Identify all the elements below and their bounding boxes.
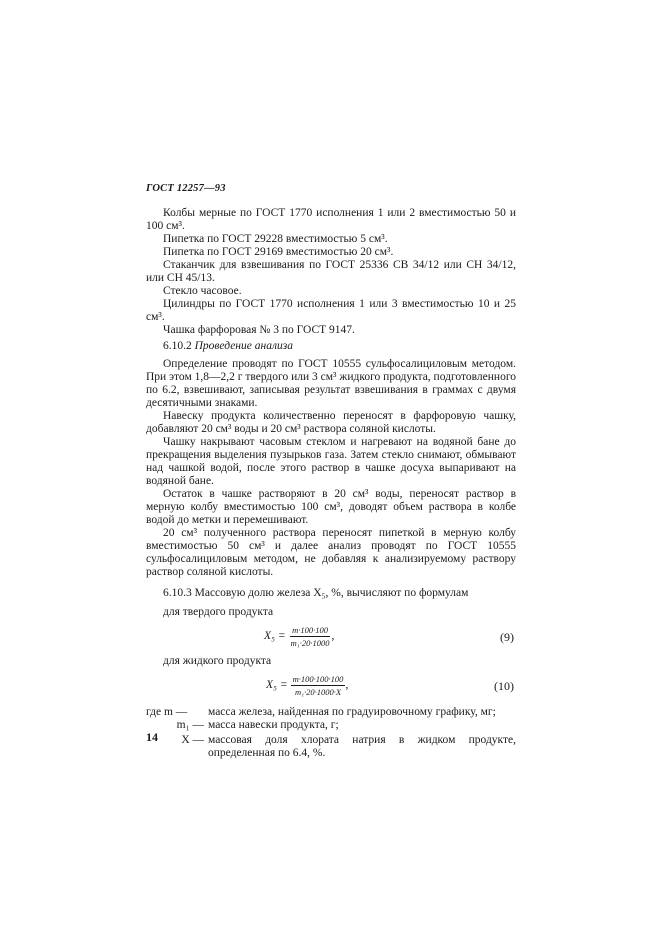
- procedure-paragraph: Остаток в чашке растворяют в 20 см³ воды, переносят раствор в мерную колбу вместимостью 100 см³, доводят объем раствора в колбе водой до метки и перемешивают.: [146, 488, 516, 526]
- equation-number: (10): [494, 679, 514, 693]
- formula-tail: ,: [345, 679, 349, 691]
- formula-fraction: [291, 674, 349, 697]
- formula-denominator: m₁·20·1000: [290, 638, 330, 648]
- equation-number: (9): [500, 630, 514, 644]
- definitions-list: [146, 706, 516, 760]
- formula-numerator: m·100·100·100: [292, 674, 344, 684]
- formula-liquid: [146, 674, 516, 702]
- equipment-item: Пипетка по ГОСТ 29169 вместимостью 20 см³.: [163, 246, 394, 258]
- equipment-item: Стаканчик для взвешивания по ГОСТ 25336 СВ 34/12 или СН 34/12, или СН 45/13.: [146, 259, 516, 284]
- procedure-paragraph: 20 см³ полученного раствора переносят пипеткой в мерную колбу вместимостью 50 см³ и далее анализ проводят по ГОСТ 10555 сульфосалициловым методом, не добавляя к анализируемому раствору раствор соляной кислоты.: [146, 527, 516, 578]
- formula-tail: ,: [331, 630, 335, 642]
- subsection-number: 6.10.2: [163, 340, 192, 352]
- procedure-paragraph: Навеску продукта количественно переносят в фарфоровую чашку, добавляют 20 см³ воды и 20 см³ раствора соляной кислоты.: [146, 410, 516, 435]
- definition-text: масса навески продукта, г;: [208, 719, 339, 731]
- equipment-item: Колбы мерные по ГОСТ 1770 исполнения 1 или 2 вместимостью 50 и 100 см³.: [146, 207, 516, 232]
- calc-intro: 6.10.3 Массовую долю железа X₅, %, вычисляют по формулам: [163, 587, 469, 599]
- formula-label-solid: для твердого продукта: [163, 606, 274, 618]
- formula-fraction: [289, 625, 332, 648]
- equipment-item: Пипетка по ГОСТ 29228 вместимостью 5 см³.: [163, 233, 388, 245]
- definition-symbol: где m —: [146, 706, 188, 718]
- equipment-item: Цилиндры по ГОСТ 1770 исполнения 1 или 3 вместимостью 10 и 25 см³.: [146, 298, 516, 323]
- definition-symbol: X —: [181, 734, 204, 746]
- definition-item: [146, 706, 516, 719]
- procedure-paragraph: Определение проводят по ГОСТ 10555 сульфосалициловым методом. При этом 1,8—2,2 г твердого или 3 см³ жидкого продукта, подготовленного по 6.2, взвешивают, записывая результат взвешивания в граммах с двумя десятичными знаками.: [146, 358, 516, 409]
- formula-label-liquid: для жидкого продукта: [163, 655, 272, 667]
- definition-item: [146, 719, 516, 732]
- formula-solid: [146, 625, 516, 653]
- formula-denominator: m₁·20·1000·X: [294, 687, 342, 697]
- formula-lhs: X₅ =: [264, 630, 286, 642]
- definition-text: массовая доля хлората натрия в жидком продукте, определенная по 6.4, %.: [208, 734, 516, 759]
- subsection-title: Проведение анализа: [194, 340, 293, 352]
- definition-item: [146, 734, 516, 760]
- document-header: ГОСТ 12257—93: [146, 183, 226, 194]
- formula-lhs: X₅ =: [266, 679, 288, 691]
- document-body: [146, 207, 516, 760]
- page-number: 14: [146, 730, 158, 744]
- formula-numerator: m·100·100: [292, 625, 329, 635]
- equipment-item: Чашка фарфоровая № 3 по ГОСТ 9147.: [163, 324, 355, 336]
- procedure-paragraph: Чашку накрывают часовым стеклом и нагревают на водяной бане до прекращения выделения пузырьков газа. Затем стекло снимают, обмывают над чашкой водой, после этого раствор в чашке досуха выпаривают на водяной бане.: [146, 436, 516, 487]
- definition-text: масса железа, найденная по градуировочному графику, мг;: [208, 706, 496, 718]
- definition-symbol: m₁ —: [176, 719, 204, 731]
- equipment-item: Стекло часовое.: [163, 285, 242, 297]
- subsection-heading: [146, 340, 516, 353]
